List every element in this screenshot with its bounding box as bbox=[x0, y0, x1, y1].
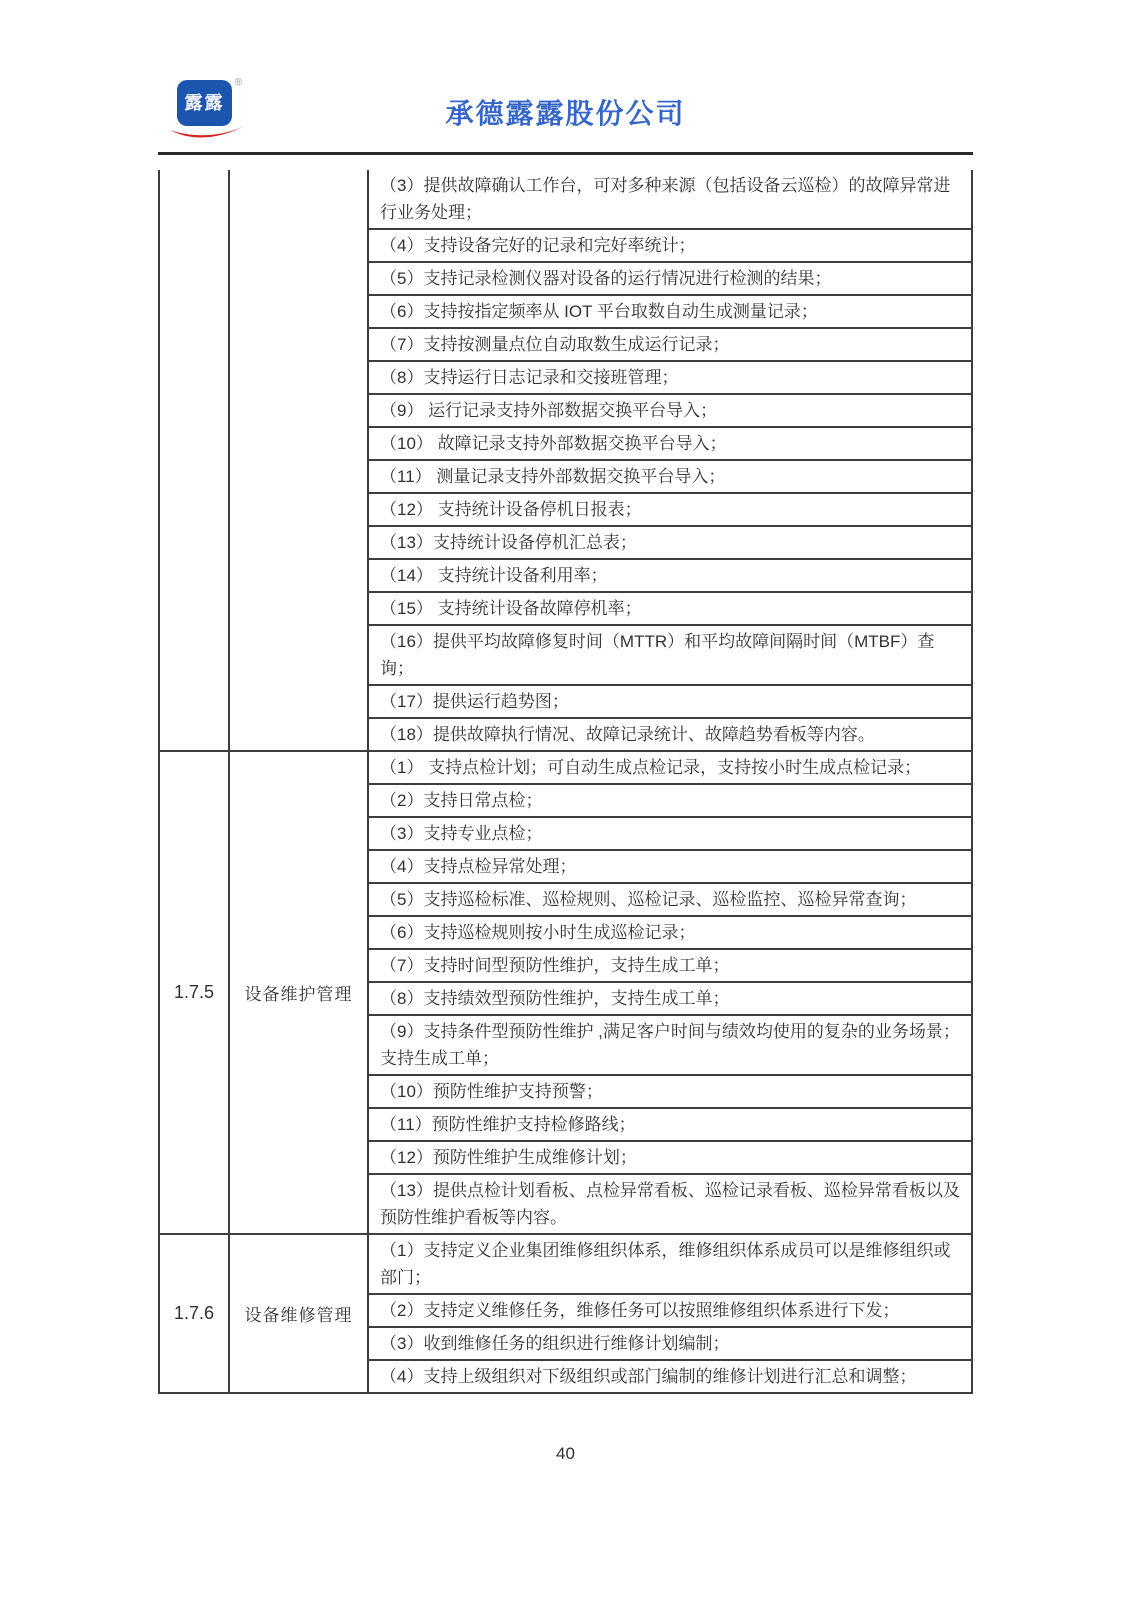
requirement-row bbox=[369, 1235, 971, 1295]
requirement-text: （7）支持时间型预防性维护，支持生成工单； bbox=[380, 956, 730, 975]
requirements-table bbox=[158, 170, 973, 1394]
requirement-row bbox=[369, 461, 971, 494]
section-category: 设备维修管理 bbox=[230, 1235, 369, 1392]
section-category: 设备维护管理 bbox=[230, 752, 369, 1233]
logo-text: 露露 bbox=[184, 93, 225, 113]
requirement-row bbox=[369, 395, 971, 428]
requirement-text: （3）提供故障确认工作台，可对多种来源（包括设备云巡检）的故障异常进行业务处理； bbox=[380, 176, 951, 222]
page-header bbox=[158, 0, 973, 155]
requirement-text: （2）支持日常点检； bbox=[380, 791, 543, 810]
section-number: 1.7.5 bbox=[160, 752, 230, 1233]
requirement-text: （11） 测量记录支持外部数据交换平台导入； bbox=[380, 467, 726, 486]
requirement-row bbox=[369, 752, 971, 785]
requirement-row bbox=[369, 329, 971, 362]
requirement-text: （5）支持巡检标准、巡检规则、巡检记录、巡检监控、巡检异常查询； bbox=[380, 890, 917, 909]
requirement-row bbox=[369, 1328, 971, 1361]
table-section bbox=[160, 752, 971, 1235]
requirement-row bbox=[369, 818, 971, 851]
requirement-row bbox=[369, 494, 971, 527]
requirement-row bbox=[369, 593, 971, 626]
requirement-text: （6）支持按指定频率从 IOT 平台取数自动生成测量记录； bbox=[380, 302, 818, 321]
company-name: 承德露露股份公司 bbox=[445, 98, 686, 129]
requirement-text: （14） 支持统计设备利用率； bbox=[380, 566, 608, 585]
requirement-row bbox=[369, 626, 971, 686]
requirement-text: （10） 故障记录支持外部数据交换平台导入； bbox=[380, 434, 727, 453]
requirement-row bbox=[369, 1016, 971, 1076]
requirement-text: （4）支持点检异常处理； bbox=[380, 857, 577, 876]
requirement-row bbox=[369, 1295, 971, 1328]
requirement-row bbox=[369, 170, 971, 230]
requirement-row bbox=[369, 1142, 971, 1175]
requirement-text: （17）提供运行趋势图； bbox=[380, 692, 569, 711]
requirement-row bbox=[369, 230, 971, 263]
requirement-row bbox=[369, 983, 971, 1016]
requirement-text: （8）支持运行日志记录和交接班管理； bbox=[380, 368, 679, 387]
section-category bbox=[230, 170, 369, 750]
requirement-text: （8）支持绩效型预防性维护，支持生成工单； bbox=[380, 989, 730, 1008]
registered-trademark-icon: ® bbox=[234, 77, 242, 88]
requirement-text: （12）预防性维护生成维修计划； bbox=[380, 1148, 637, 1167]
requirement-row bbox=[369, 1076, 971, 1109]
requirement-row bbox=[369, 263, 971, 296]
requirement-text: （16）提供平均故障修复时间（MTTR）和平均故障间隔时间（MTBF）查询； bbox=[380, 632, 935, 678]
section-requirements bbox=[369, 752, 971, 1233]
requirement-row bbox=[369, 296, 971, 329]
page-number: 40 bbox=[556, 1444, 575, 1463]
requirement-text: （1）支持定义企业集团维修组织体系，维修组织体系成员可以是维修组织或部门； bbox=[380, 1241, 951, 1287]
requirement-text: （7）支持按测量点位自动取数生成运行记录； bbox=[380, 335, 730, 354]
requirement-row bbox=[369, 950, 971, 983]
requirement-text: （15） 支持统计设备故障停机率； bbox=[380, 599, 642, 618]
requirement-text: （6）支持巡检规则按小时生成巡检记录； bbox=[380, 923, 696, 942]
requirement-row bbox=[369, 428, 971, 461]
requirement-text: （9）支持条件型预防性维护 ,满足客户时间与绩效均使用的复杂的业务场景；支持生成工单； bbox=[380, 1022, 960, 1068]
requirement-row bbox=[369, 560, 971, 593]
requirement-row bbox=[369, 1109, 971, 1142]
requirement-row bbox=[369, 884, 971, 917]
requirement-row bbox=[369, 527, 971, 560]
section-number: 1.7.6 bbox=[160, 1235, 230, 1392]
requirement-row bbox=[369, 851, 971, 884]
requirement-row bbox=[369, 785, 971, 818]
table-section bbox=[160, 1235, 971, 1394]
requirement-row bbox=[369, 917, 971, 950]
requirement-text: （13）支持统计设备停机汇总表； bbox=[380, 533, 637, 552]
requirement-text: （18）提供故障执行情况、故障记录统计、故障趋势看板等内容。 bbox=[380, 725, 875, 744]
requirement-text: （9） 运行记录支持外部数据交换平台导入； bbox=[380, 401, 718, 420]
requirement-text: （3）收到维修任务的组织进行维修计划编制； bbox=[380, 1334, 730, 1353]
requirement-text: （2）支持定义维修任务，维修任务可以按照维修组织体系进行下发； bbox=[380, 1301, 900, 1320]
section-requirements bbox=[369, 170, 971, 750]
requirement-text: （11）预防性维护支持检修路线； bbox=[380, 1115, 636, 1134]
requirement-text: （1） 支持点检计划；可自动生成点检记录，支持按小时生成点检记录； bbox=[380, 758, 922, 777]
requirement-row bbox=[369, 1361, 971, 1392]
requirement-row bbox=[369, 362, 971, 395]
requirement-row bbox=[369, 719, 971, 750]
section-requirements bbox=[369, 1235, 971, 1392]
requirement-text: （12） 支持统计设备停机日报表； bbox=[380, 500, 642, 519]
requirement-text: （3）支持专业点检； bbox=[380, 824, 543, 843]
requirement-text: （10）预防性维护支持预警； bbox=[380, 1082, 603, 1101]
requirement-text: （13）提供点检计划看板、点检异常看板、巡检记录看板、巡检异常看板以及预防性维护看板等内容。 bbox=[380, 1181, 960, 1227]
requirement-text: （5）支持记录检测仪器对设备的运行情况进行检测的结果； bbox=[380, 269, 832, 288]
header-rule bbox=[158, 152, 973, 155]
table-section bbox=[160, 170, 971, 752]
requirement-text: （4）支持上级组织对下级组织或部门编制的维修计划进行汇总和调整； bbox=[380, 1367, 917, 1386]
requirement-row bbox=[369, 1175, 971, 1233]
requirement-row bbox=[369, 686, 971, 719]
requirement-text: （4）支持设备完好的记录和完好率统计； bbox=[380, 236, 696, 255]
section-number bbox=[160, 170, 230, 750]
